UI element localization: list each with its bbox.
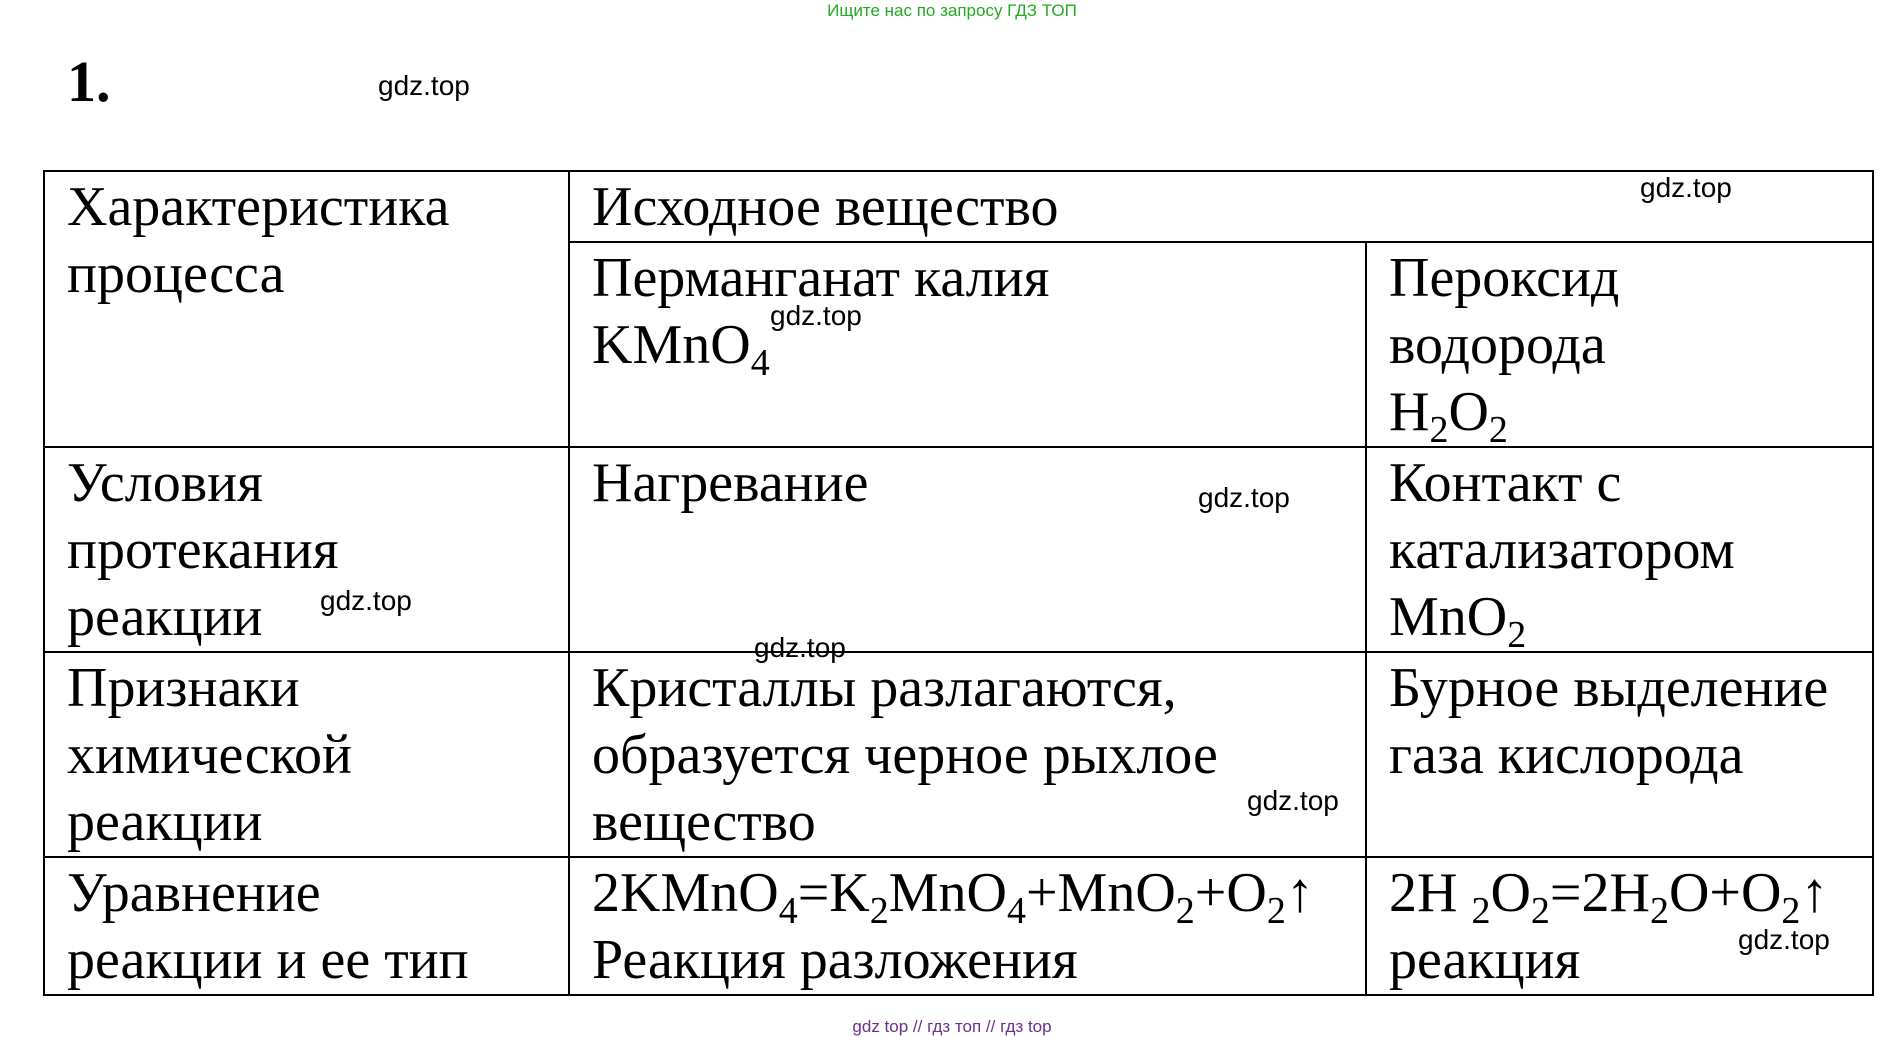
signs-kmno4-cell <box>569 652 1366 857</box>
conditions-h2o2-cell <box>1366 447 1873 656</box>
signs-kmno4-line-1: Кристаллы разлагаются, <box>592 657 1177 719</box>
reaction-table <box>43 170 1874 996</box>
watermark: gdz.top <box>1198 482 1290 513</box>
header-source-label: Исходное вещество <box>592 176 1059 238</box>
signs-h2o2-line-1: Бурное выделение <box>1389 657 1829 719</box>
header-kmno4-name: Перманганат калия <box>592 247 1050 309</box>
watermark: gdz.top <box>320 585 412 616</box>
top-banner: Ищите нас по запросу ГДЗ ТОП <box>827 1 1077 20</box>
watermark: gdz.top <box>754 632 846 663</box>
equation-label-line-1: Уравнение <box>67 862 321 924</box>
header-h2o2-cell <box>1366 242 1873 451</box>
signs-h2o2-cell <box>1366 652 1873 857</box>
watermark: gdz.top <box>1247 785 1339 816</box>
header-characteristic-line-2: процесса <box>67 243 285 305</box>
watermark: gdz.top <box>1738 924 1830 955</box>
conditions-label-line-2: протекания <box>67 519 339 581</box>
conditions-label-line-1: Условия <box>67 452 263 514</box>
signs-label-line-1: Признаки <box>67 657 300 719</box>
header-h2o2-name-line-2: водорода <box>1389 314 1606 376</box>
equation-label-line-2: реакции и ее тип <box>67 929 469 991</box>
footer-watermark: gdz top // гдз топ // гдз top <box>852 1017 1052 1036</box>
signs-label-line-2: химической <box>67 724 352 786</box>
equation-kmno4-type: Реакция разложения <box>592 929 1078 991</box>
signs-label-cell <box>44 652 569 857</box>
conditions-kmno4-cell <box>569 447 1366 652</box>
header-characteristic-line-1: Характеристика <box>67 176 450 238</box>
signs-kmno4-line-2: образуется черное рыхлое <box>592 724 1218 786</box>
equation-h2o2-formula: 2H $_2O_2=2H_2O+O_2↑$ <box>1389 862 1829 932</box>
header-kmno4-cell <box>569 242 1366 447</box>
signs-kmno4-line-3: вещество <box>592 791 816 853</box>
signs-h2o2-line-2: газа кислорода <box>1389 724 1744 786</box>
watermark: gdz.top <box>770 300 862 331</box>
conditions-kmno4-text: Нагревание <box>592 452 869 514</box>
equation-kmno4-formula: $2KMnO_4=K_2MnO_4+MnO_2+O_2↑$ <box>592 862 1314 932</box>
conditions-label-line-3: реакции <box>67 586 263 648</box>
header-characteristic-cell <box>44 171 569 447</box>
conditions-h2o2-line-2: катализатором <box>1389 519 1735 581</box>
conditions-h2o2-formula: MnO$_2$ <box>1389 586 1527 656</box>
conditions-h2o2-line-1: Контакт с <box>1389 452 1622 514</box>
watermark: gdz.top <box>1640 172 1732 203</box>
conditions-label-cell <box>44 447 569 652</box>
header-kmno4-formula: KMnO$_4$ <box>592 314 770 384</box>
equation-h2o2-type: реакция <box>1389 929 1581 991</box>
task-number: 1. <box>67 49 111 114</box>
signs-label-line-3: реакции <box>67 791 263 853</box>
watermark: gdz.top <box>378 70 470 101</box>
header-h2o2-name-line-1: Пероксид <box>1389 247 1620 309</box>
equation-kmno4-cell <box>569 857 1366 995</box>
header-h2o2-formula: $H_2O_2$ <box>1389 381 1508 451</box>
equation-label-cell <box>44 857 569 995</box>
